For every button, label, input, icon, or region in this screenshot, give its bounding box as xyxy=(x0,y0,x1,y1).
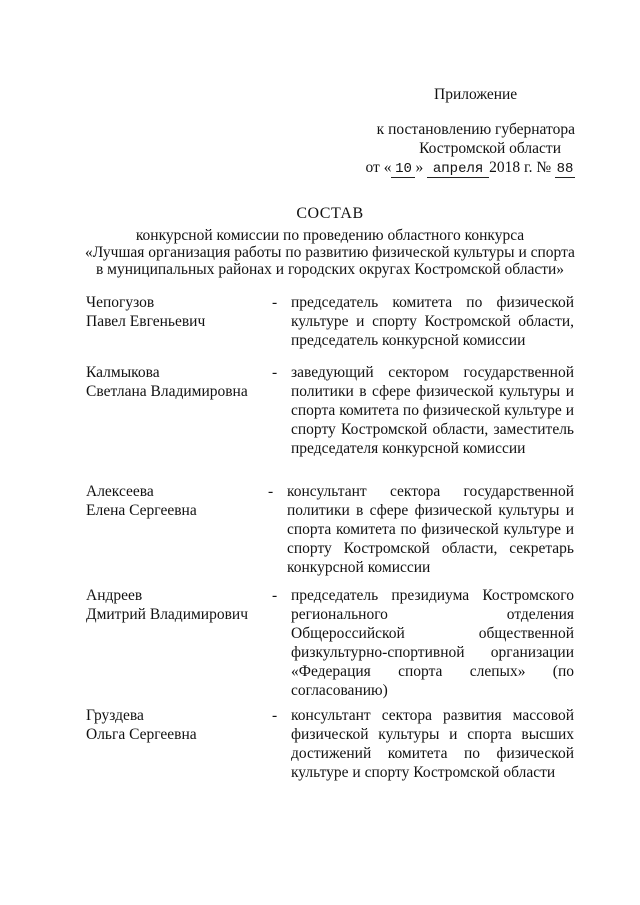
member-given-names: Дмитрий Владимирович xyxy=(86,606,249,623)
member-name xyxy=(86,293,266,331)
appendix-title: Приложение xyxy=(434,86,518,103)
member-surname: Алексеева xyxy=(86,483,154,500)
member-name xyxy=(86,586,266,624)
member-role: председатель президиума Костромского регионального отделения Общероссийской общественной физкультурно-спортивной организации «Федерация спорта слепых» (по согласованию) xyxy=(291,587,574,699)
heading-line-2: «Лучшая организация работы по развитию физической культуры и спорта xyxy=(85,244,575,261)
member-given-names: Елена Сергеевна xyxy=(86,502,197,519)
member-entry xyxy=(86,706,574,782)
date-year: 2018 г. № xyxy=(489,159,552,176)
member-role: председатель комитета по физической культуре и спорту Костромской области, председатель конкурсной комиссии xyxy=(291,294,574,349)
member-name xyxy=(86,706,266,744)
member-given-names: Ольга Сергеевна xyxy=(86,726,197,743)
member-dash: - xyxy=(272,707,278,724)
member-given-names: Павел Евгеньевич xyxy=(86,313,206,330)
member-surname: Груздева xyxy=(86,707,144,724)
member-name xyxy=(86,363,266,401)
member-surname: Калмыкова xyxy=(86,364,160,381)
member-dash: - xyxy=(268,483,274,500)
member-entry xyxy=(86,586,574,700)
member-surname: Чепогузов xyxy=(86,294,155,311)
member-name xyxy=(86,482,266,520)
member-dash: - xyxy=(272,294,278,311)
decree-line-1: к постановлению губернатора xyxy=(376,121,575,138)
decree-reference xyxy=(340,120,575,178)
heading-line-1: конкурсной комиссии по проведению областного конкурса xyxy=(135,227,525,244)
date-month: апреля xyxy=(427,162,489,178)
member-entry xyxy=(86,363,574,458)
member-dash: - xyxy=(272,587,278,604)
member-role: консультант сектора развития массовой физической культуры и спорта высших достижений комитета по физической культуре и спорту Костромской области xyxy=(291,707,574,781)
member-dash: - xyxy=(272,364,278,381)
decree-number: 88 xyxy=(556,161,574,177)
heading-main: СОСТАВ xyxy=(296,205,364,222)
member-role: заведующий сектором государственной политики в сфере физической культуры и спорта комитета по физической культуре и спорту Костромской области, заместитель председателя конкурсной комиссии xyxy=(291,364,574,457)
member-role: консультант сектора государственной политики в сфере физической культуры и спорта комитета по физической культуре и спорту Костромской области, секретарь конкурсной комиссии xyxy=(287,483,574,576)
member-given-names: Светлана Владимировна xyxy=(86,383,248,400)
date-mid: » xyxy=(415,159,424,176)
heading-line-3: в муниципальных районах и городских округах Костромской области» xyxy=(95,261,565,278)
date-prefix: от « xyxy=(365,159,392,176)
decree-line-2: Костромской области xyxy=(419,140,561,157)
member-entry xyxy=(86,482,574,577)
document-heading xyxy=(60,205,600,278)
member-entry xyxy=(86,293,574,350)
decree-date-line xyxy=(340,158,575,178)
date-day: 10 xyxy=(391,162,415,178)
member-surname: Андреев xyxy=(86,587,143,604)
